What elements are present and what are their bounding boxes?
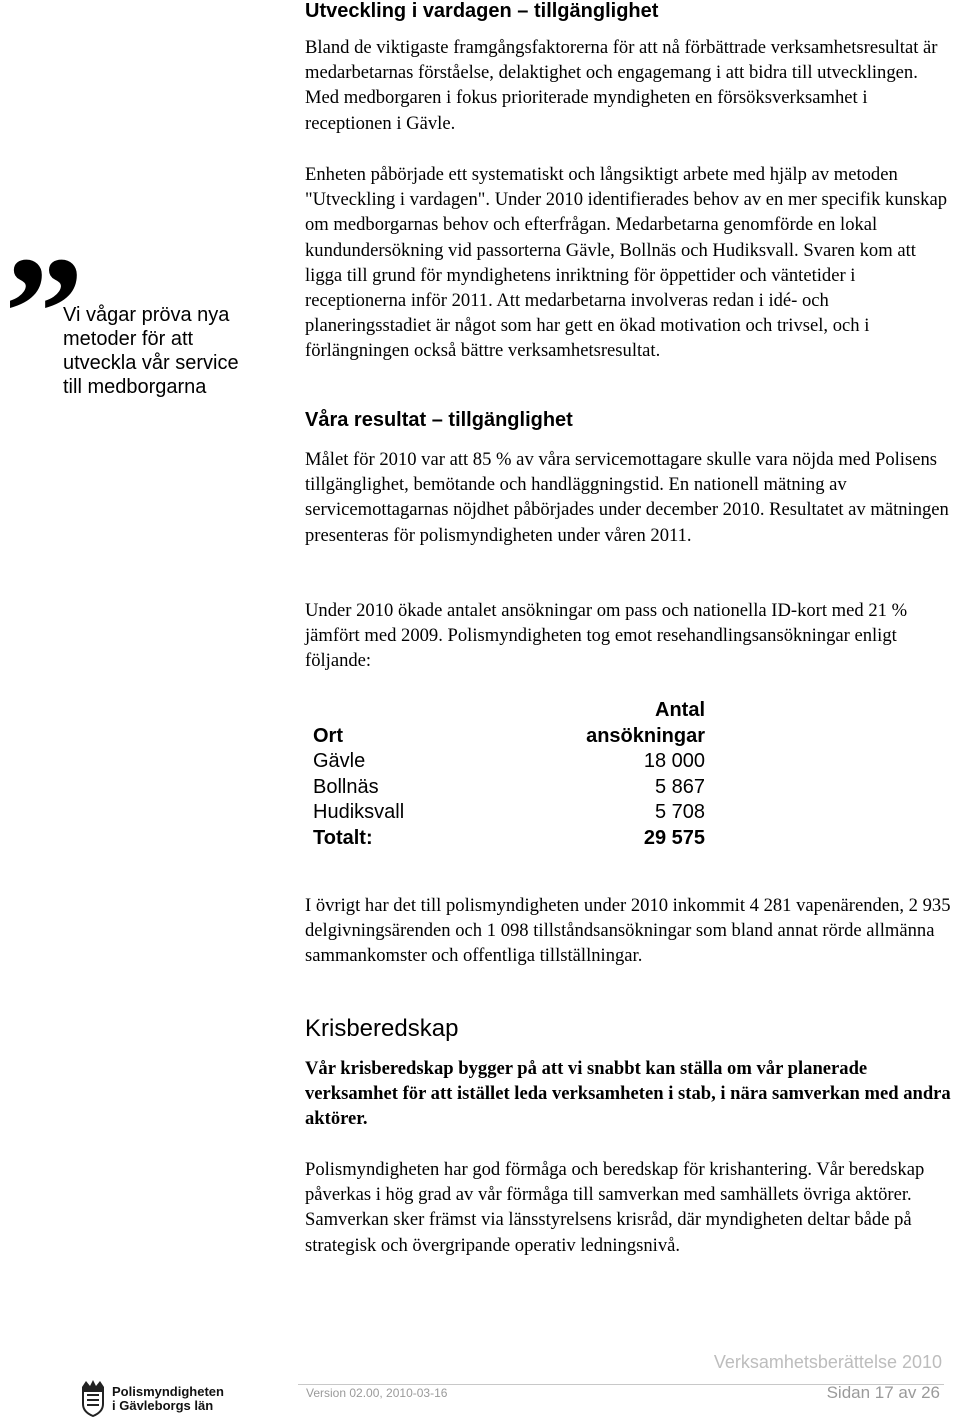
- logo-line-1: Polismyndigheten: [112, 1384, 224, 1399]
- table-row: [313, 800, 705, 826]
- total-label: Totalt:: [313, 826, 373, 849]
- intro-paragraph-1: Bland de viktigaste framgångsfaktorerna för att nå förbättrade verksamhetsresultat är medarbetarnas förståelse, delaktighet och engagemang i att bidra till utvecklingen. Med medborgaren i fokus prioriterade myndigheten en försöksverksamhet i receptionen i Gävle.: [305, 37, 938, 134]
- row-antal: 18 000: [643, 750, 705, 772]
- logo-line-2: i Gävleborgs län: [112, 1398, 214, 1413]
- row-ort: Gävle: [313, 750, 366, 772]
- header-antal-line1: Antal: [655, 699, 705, 721]
- row-antal: 5 867: [654, 775, 705, 798]
- crown-emblem-icon: [78, 1377, 108, 1417]
- logo-wordmark: [112, 1385, 224, 1413]
- row-antal: 5 708: [654, 801, 705, 823]
- kris-lead-paragraph: Vår krisberedskap bygger på att vi snabbt kan ställa om vår planerade verksamhet för att istället leda verksamheten i stab, i nära samverkan med andra aktörer.: [305, 1058, 951, 1130]
- quote-mark-icon: ”: [4, 223, 66, 401]
- header-antal-line2: ansökningar: [586, 724, 705, 747]
- section-heading-utveckling: Utveckling i vardagen – tillgänglighet: [305, 0, 659, 22]
- results-paragraph-2: Under 2010 ökade antalet ansökningar om pass och nationella ID-kort med 21 % jämfört med 2009. Polismyndigheten tog emot resehandlingsansökningar enligt följande:: [305, 600, 908, 672]
- table-row: [313, 775, 705, 801]
- footer-version: Version 02.00, 2010-03-16: [306, 1386, 448, 1400]
- other-paragraph: I övrigt har det till polismyndigheten under 2010 inkommit 4 281 vapenärenden, 2 935 delgivningsärenden och 1 098 tillståndsansökningar som bland annat rörde allmänna sammankomster och offentliga tillställningar.: [305, 895, 951, 967]
- table-header-row: [313, 698, 705, 724]
- total-value: 29 575: [643, 826, 705, 849]
- table-row: [313, 749, 705, 775]
- table-total-row: [313, 826, 705, 852]
- footer-page-number: Sidan 17 av 26: [826, 1383, 940, 1402]
- header-ort: Ort: [313, 724, 343, 747]
- section-heading-resultat: Våra resultat – tillgänglighet: [305, 409, 573, 431]
- applications-table: [313, 698, 705, 851]
- pull-quote: Vi vågar pröva nya metoder för att utveckla vår service till medborgarna: [63, 304, 239, 398]
- intro-paragraph-2: Enheten påbörjade ett systematiskt och långsiktigt arbete med hjälp av metoden "Utveckling i vardagen". Under 2010 identifierades behov av en mer specifik kunskap om medborgarnas behov och efterfrågan. Medarbetarna genomförde en lokal kundundersökning vid passorterna Gävle, Bollnäs och Hudiksvall. Svaren kom att ligga till grund för myndighetens inriktning för öppettider och väntetider i receptionerna inför 2011. Att medarbetarna involveras redan i idé- och planeringsstadiet är något som har gett en ökad motivation och trivsel, och i förlängningen också bättre verksamhetsresultat.: [305, 164, 948, 362]
- table-header-row-2: [313, 724, 705, 750]
- footer-doc-title: Verksamhetsberättelse 2010: [713, 1352, 942, 1372]
- kris-paragraph: Polismyndigheten har god förmåga och beredskap för krishantering. Vår beredskap påverkas i hög grad av vår förmåga till samverkan med samhällets övriga aktörer. Samverkan sker främst via länsstyrelsens krisråd, där myndigheten deltar både på strategisk och övergripande operativ ledningsnivå.: [305, 1159, 925, 1256]
- row-ort: Bollnäs: [313, 775, 379, 798]
- results-paragraph-1: Målet för 2010 var att 85 % av våra servicemottagare skulle vara nöjda med Polisens tillgänglighet, bemötande och handläggningstid. En nationell mätning av servicemottagarnas nöjdhet påbörjades under december 2010. Resultatet av mätningen presenteras för polismyndigheten under våren 2011.: [305, 449, 949, 546]
- section-heading-krisberedskap: Krisberedskap: [305, 1015, 459, 1042]
- row-ort: Hudiksvall: [313, 801, 405, 823]
